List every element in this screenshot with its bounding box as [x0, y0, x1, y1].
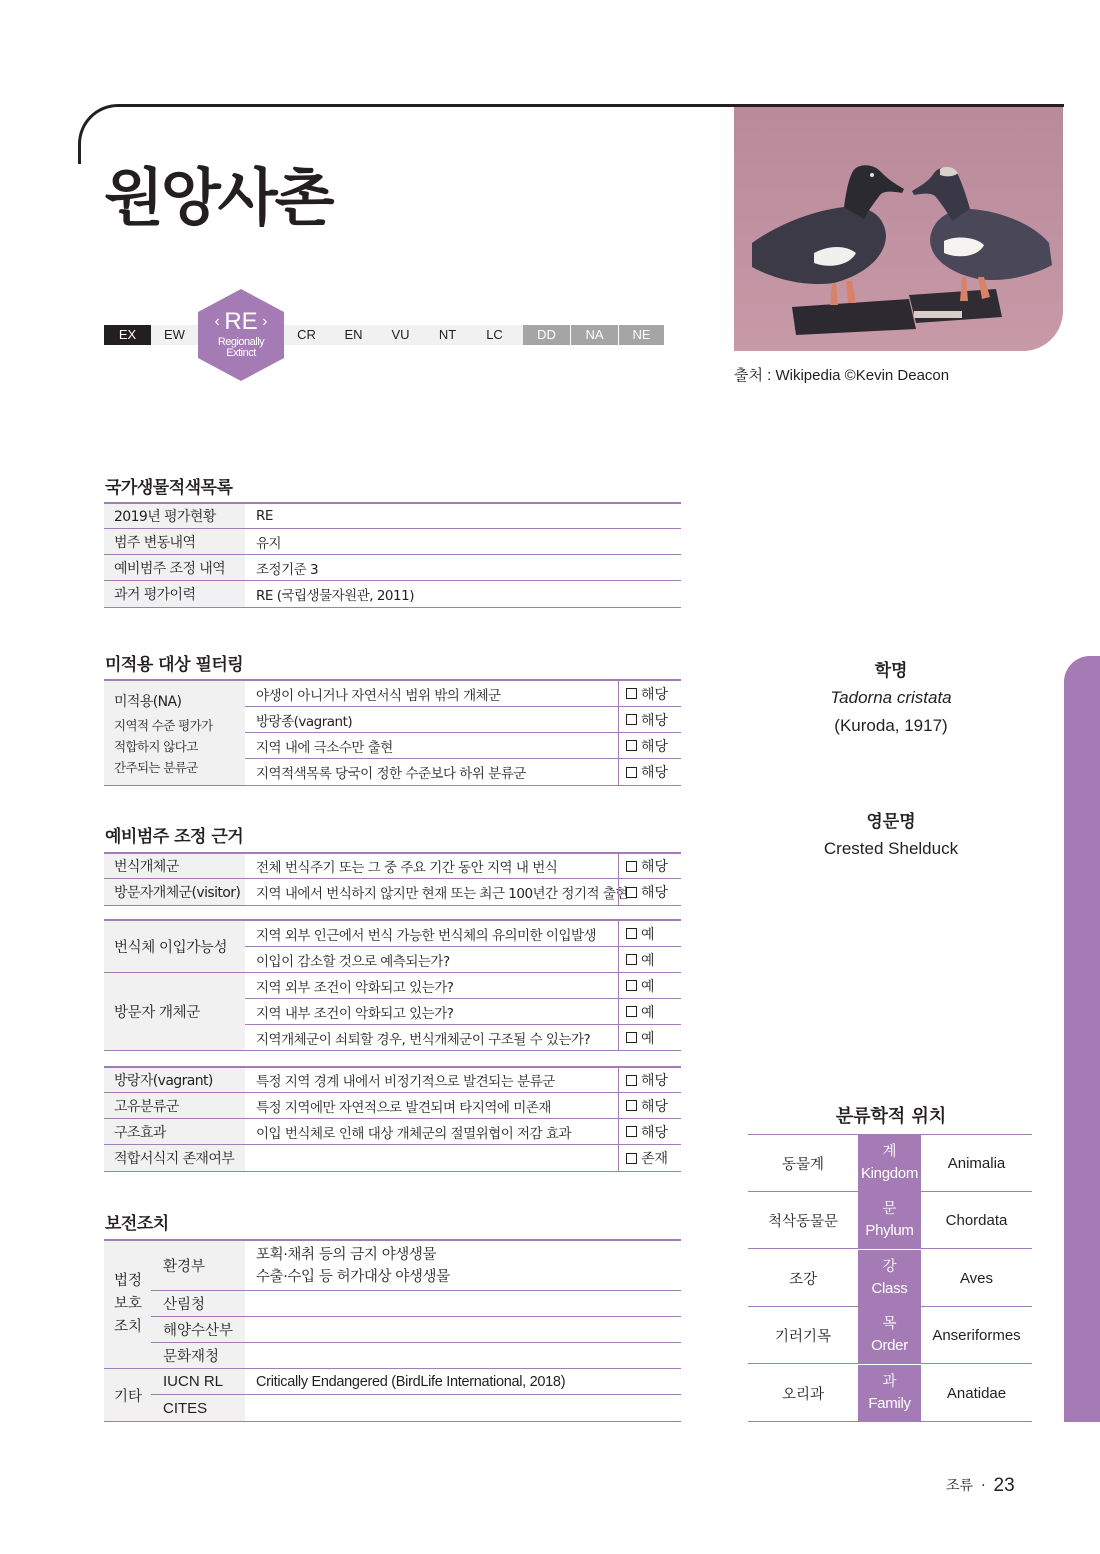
table-row: 2019년 평가현황 RE	[104, 504, 681, 529]
category-en: EN	[344, 327, 363, 342]
photo-caption: 출처 : Wikipedia ©Kevin Deacon	[734, 367, 950, 384]
adjust-checkbox[interactable]: 예	[618, 947, 681, 972]
checkbox-icon	[626, 1126, 637, 1137]
scientific-name-heading: 학명	[874, 661, 908, 681]
table-row: 방문자개체군(visitor) 지역 내에서 번식하지 않지만 현재 또는 최근 100년간 정기적 출현 해당	[104, 879, 681, 906]
table-row: 지역적색목록 당국이 정한 수준보다 하위 분류군 해당	[245, 759, 681, 786]
category-cr: CR	[297, 327, 316, 342]
taxonomy-row: 조강 강 Class Aves	[748, 1250, 1032, 1307]
category-ex: EX	[104, 325, 151, 345]
table-row: 지역개체군이 쇠퇴할 경우, 번식개체군이 구조될 수 있는가? 예	[245, 1025, 681, 1051]
category-scale	[104, 325, 664, 345]
adjust-checkbox[interactable]: 해당	[618, 1093, 681, 1118]
legal-protection-label: 법정 보호 조치	[104, 1241, 151, 1369]
table-row: 적합서식지 존재여부 존재	[104, 1145, 681, 1172]
table-row: 환경부 포획·채취 등의 금지 야생생물 수출·수입 등 허가대상 야생생물	[151, 1241, 681, 1291]
filter-checkbox[interactable]: 해당	[618, 681, 681, 706]
filtering-label-cell: 미적용(NA) 지역적 수준 평가가 적합하지 않다고 간주되는 분류군	[104, 681, 245, 786]
conservation-heading: 보전조치	[105, 1214, 169, 1234]
checkbox-icon	[626, 954, 637, 965]
national-redlist-heading: 국가생물적색목록	[105, 478, 233, 498]
adjust-checkbox[interactable]: 해당	[618, 879, 681, 905]
checkbox-icon	[626, 1100, 637, 1111]
category-ne: NE	[619, 325, 664, 345]
current-category-code: RE	[224, 308, 258, 335]
scientific-name: Tadorna cristata	[830, 688, 952, 707]
filter-checkbox[interactable]: 해당	[618, 707, 681, 732]
adjust-checkbox[interactable]: 예	[618, 973, 681, 998]
adjust-heading: 예비범주 조정 근거	[105, 827, 244, 847]
checkbox-icon	[626, 861, 637, 872]
adjust-checkbox[interactable]: 예	[618, 999, 681, 1024]
table-row: 범주 변동내역 유지	[104, 529, 681, 555]
checkbox-icon	[626, 1153, 637, 1164]
table-row: 지역 내부 조건이 악화되고 있는가? 예	[245, 999, 681, 1025]
checkbox-icon	[626, 740, 637, 751]
checkbox-icon	[626, 714, 637, 725]
checkbox-icon	[626, 767, 637, 778]
duck-specimens-image	[734, 107, 1063, 351]
checkbox-icon	[626, 1032, 637, 1043]
checkbox-icon	[626, 1075, 637, 1086]
taxonomy-row: 기러기목 목 Order Anseriformes	[748, 1307, 1032, 1364]
table-row: 고유분류군 특정 지역에만 자연적으로 발견되며 타지역에 미존재 해당	[104, 1093, 681, 1119]
other-label: 기타	[104, 1369, 151, 1422]
table-row: 야생이 아니거나 자연서식 범위 밖의 개체군 해당	[245, 681, 681, 707]
filter-checkbox[interactable]: 해당	[618, 733, 681, 758]
adjust-checkbox[interactable]: 해당	[618, 854, 681, 878]
category-ew: EW	[164, 327, 185, 342]
checkbox-icon	[626, 887, 637, 898]
table-row: 방랑자(vagrant) 특정 지역 경계 내에서 비정기적으로 발견되는 분류군 해당	[104, 1068, 681, 1093]
english-name-heading: 영문명	[866, 812, 916, 832]
adjust-checkbox[interactable]: 예	[618, 921, 681, 946]
current-category-name-1: Regionally	[217, 336, 265, 348]
category-na: NA	[571, 325, 618, 345]
taxonomy-row: 오리과 과 Family Anatidae	[748, 1365, 1032, 1422]
category-nt: NT	[438, 327, 457, 342]
visitor-label: 방문자 개체군	[104, 973, 245, 1051]
table-row: 구조효과 이입 번식체로 인해 대상 개체군의 절멸위협이 저감 효과 해당	[104, 1119, 681, 1145]
page-footer: 조류 · 23	[946, 1475, 1015, 1496]
taxonomy-row: 동물계 계 Kingdom Animalia	[748, 1135, 1032, 1192]
category-dd: DD	[523, 325, 570, 345]
filtering-heading: 미적용 대상 필터링	[105, 655, 244, 675]
table-row: 해양수산부	[151, 1317, 681, 1343]
adjust-checkbox[interactable]: 해당	[618, 1119, 681, 1144]
table-row: 지역 외부 조건이 악화되고 있는가? 예	[245, 973, 681, 999]
table-row: 지역 내에 극소수만 출현 해당	[245, 733, 681, 759]
category-lc: LC	[486, 327, 503, 342]
checkbox-icon	[626, 1006, 637, 1017]
taxonomy-heading: 분류학적 위치	[835, 1106, 947, 1127]
table-row: CITES	[151, 1395, 681, 1422]
adjust-checkbox[interactable]: 해당	[618, 1068, 681, 1092]
table-row: IUCN RL Critically Endangered (BirdLife International, 2018)	[151, 1369, 681, 1395]
table-row: 산림청	[151, 1291, 681, 1317]
immigration-label: 번식체 이입가능성	[104, 921, 245, 973]
filtering-label-title: 미적용(NA)	[114, 694, 182, 710]
table-row: 방랑종(vagrant) 해당	[245, 707, 681, 733]
category-vu: VU	[391, 327, 410, 342]
table-row: 지역 외부 인근에서 번식 가능한 번식체의 유의미한 이입발생 예	[245, 921, 681, 947]
taxonomy-row: 척삭동물문 문 Phylum Chordata	[748, 1192, 1032, 1249]
adjust-checkbox[interactable]: 예	[618, 1025, 681, 1050]
table-row: 번식개체군 전체 번식주기 또는 그 중 주요 기간 동안 지역 내 번식 해당	[104, 854, 681, 879]
adjust-checkbox[interactable]: 존재	[618, 1145, 681, 1171]
current-category-name-2: Extinct	[226, 347, 256, 359]
footer-section: 조류	[946, 1478, 974, 1494]
page-title: 원앙사촌	[104, 161, 332, 234]
checkbox-icon	[626, 688, 637, 699]
section-side-tab	[1064, 656, 1100, 1422]
current-category-badge: ‹ RE › Regionally Extinct	[197, 288, 285, 382]
table-row: 예비범주 조정 내역 조정기준 3	[104, 555, 681, 581]
page-number: 23	[993, 1475, 1015, 1496]
english-name: Crested Shelduck	[823, 839, 959, 858]
scientific-author: (Kuroda, 1917)	[834, 716, 948, 735]
species-photo	[734, 107, 1063, 351]
checkbox-icon	[626, 928, 637, 939]
table-row: 이입이 감소할 것으로 예측되는가? 예	[245, 947, 681, 973]
table-row: 과거 평가이력 RE (국립생물자원관, 2011)	[104, 581, 681, 608]
table-row: 문화재청	[151, 1343, 681, 1369]
filter-checkbox[interactable]: 해당	[618, 759, 681, 785]
checkbox-icon	[626, 980, 637, 991]
